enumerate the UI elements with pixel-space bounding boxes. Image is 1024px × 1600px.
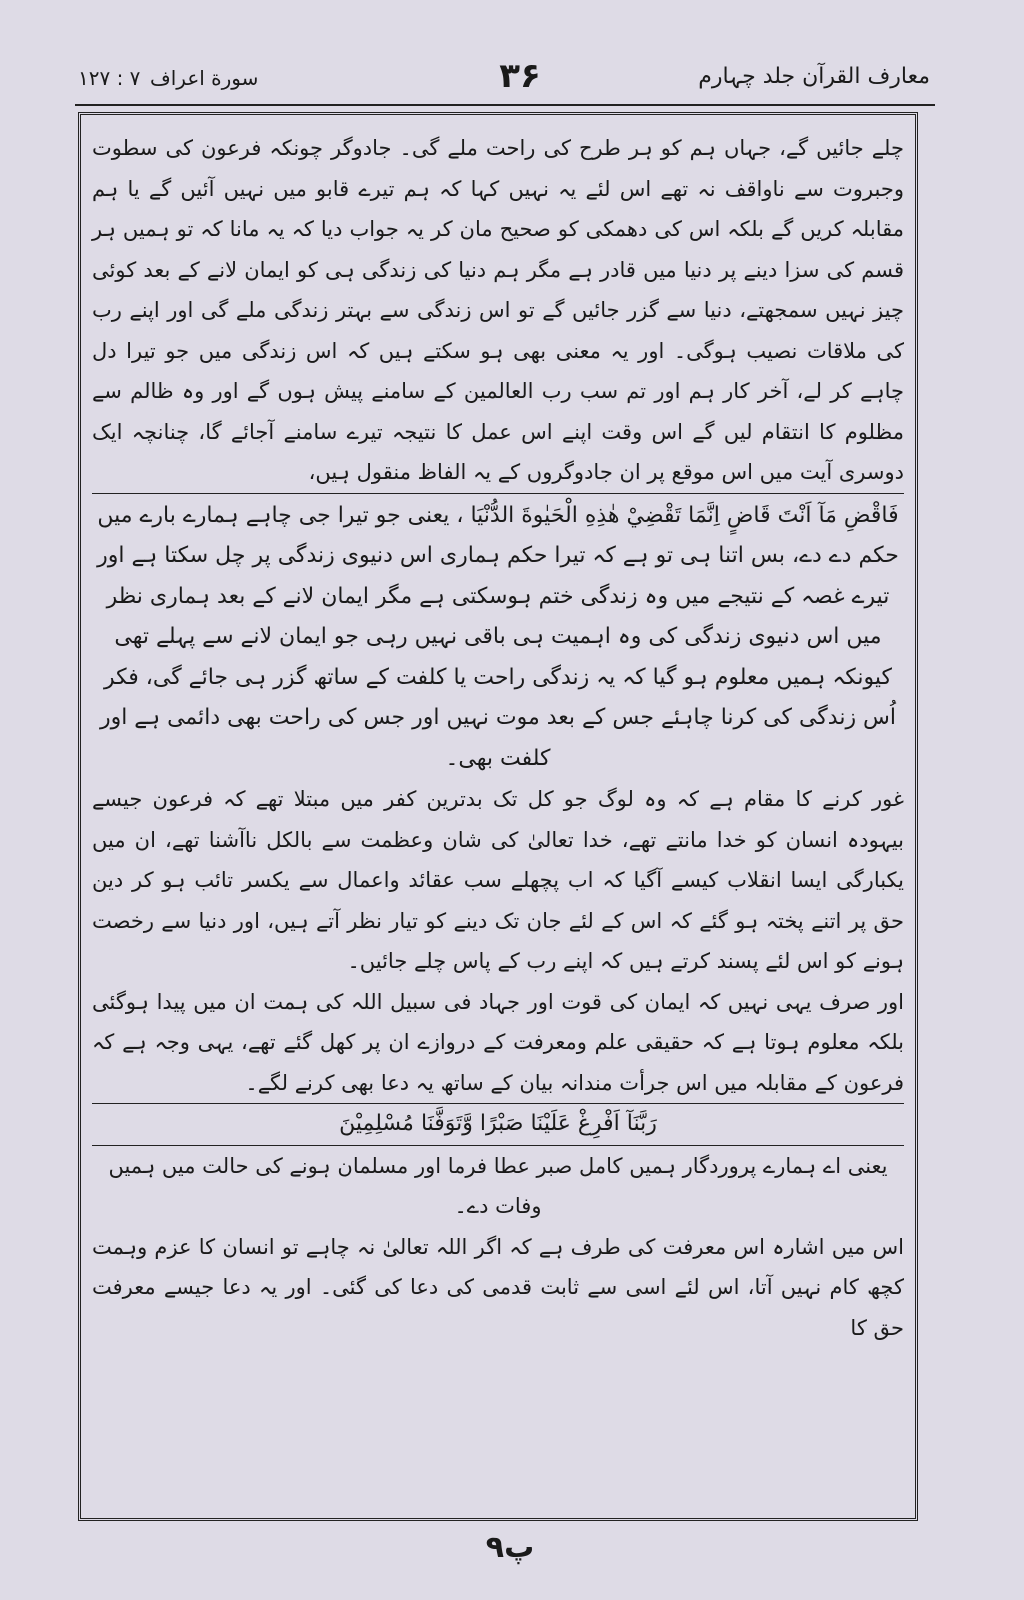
quran-verse-dua: رَبَّنَآ اَفْرِغْ عَلَيْنَا صَبْرًا وَّتَوَفَّنَا مُسْلِمِيْنَ — [92, 1103, 904, 1146]
signature-mark: ۹پ — [485, 1530, 535, 1565]
paragraph-1: چلے جائیں گے، جہاں ہم کو ہر طرح کی راحت ملے گی۔ جادوگر چونکہ فرعون کی سطوت وجبروت سے ناواقف نہ تھے اس لئے یہ نہیں کہا کہ ہم تیرے قابو میں نہیں آئیں گے یا ہم مقابلہ کریں گے بلکہ اس کی دھمکی کو صحیح مان کر یہ جواب دیا کہ یہ مانا کہ تو ہمیں ہر قسم کی سزا دینے پر دنیا میں قادر ہے مگر ہم دنیا کی زندگی ہی کو ایمان لانے کے بعد کوئی چیز نہیں سمجھتے، دنیا سے گزر جائیں گے تو اس زندگی سے بہتر زندگی ملے گی اور اپنے رب کی ملاقات نصیب ہوگی۔ اور یہ معنی بھی ہو سکتے ہیں کہ اس زندگی میں جو تیرا دل چاہے کر لے، آخر کار ہم اور تم سب رب العالمین کے سامنے پیش ہوں گے اور وہ ظالم سے مظلوم کا انتقام لیں گے اس وقت اپنے اس عمل کا نتیجہ تیرے سامنے آجائے گا، چنانچہ ایک دوسری آیت میں اس موقع پر ان جادوگروں کے یہ الفاظ منقول ہیں، — [92, 136, 904, 484]
book-title: معارف القرآن جلد چہارم — [698, 64, 930, 89]
paragraph-3: غور کرنے کا مقام ہے کہ وہ لوگ جو کل تک بدترین کفر میں مبتلا تھے کہ فرعون جیسے بیہودہ انسان کو خدا مانتے تھے، خدا تعالیٰ کی شان وعظمت سے بالکل ناآشنا تھے، ان میں یکبارگی ایسا انقلاب کیسے آگیا کہ اب پچھلے سب عقائد واعمال سے یکسر تائب ہو کر دین حق پر اتنے پختہ ہو گئے کہ اس کے لئے جان تک دینے کو تیار نظر آتے ہیں، اور دنیا سے رخصت ہونے کو اس لئے پسند کرتے ہیں کہ اپنے رب کے پاس چلے جائیں۔ — [92, 787, 904, 973]
page-number: ۳۶ — [499, 56, 541, 96]
header-rule — [75, 104, 935, 106]
body-text — [92, 128, 904, 1348]
dua-translation: یعنی اے ہمارے پروردگار ہمیں کامل صبر عطا فرما اور مسلمان ہونے کی حالت میں ہمیں وفات دے۔ — [108, 1153, 888, 1218]
paragraph-4: اور صرف یہی نہیں کہ ایمان کی قوت اور جہاد فی سبیل اللہ کی ہمت ان میں پیدا ہوگئی بلکہ معلوم ہوتا ہے کہ حقیقی علم ومعرفت کے دروازے ان پر کھل گئے تھے، یہی وجہ ہے کہ فرعون کے مقابلہ میں اس جرأت مندانہ بیان کے ساتھ یہ دعا بھی کرنے لگے۔ — [92, 989, 904, 1095]
verse-reference: ۱۲۷ : ۷ — [78, 66, 141, 90]
surah-name: سورة اعراف — [150, 66, 259, 90]
page-header — [70, 56, 930, 100]
paragraph-2-verse: فَاقْضِ مَآ اَنْتَ قَاضٍ اِنَّمَا تَقْضِيْ هٰذِهِ الْحَيٰوةَ الدُّنْيَا ، یعنی جو تیرا جی چاہے ہمارے بارے میں حکم دے دے، بس اتنا ہی تو ہے کہ تیرا حکم ہماری اس دنیوی زندگی پر چل سکتا ہے اور تیرے غصہ کے نتیجے میں وہ زندگی ختم ہوسکتی ہے مگر ایمان لانے کے بعد ہماری نظر میں اس دنیوی زندگی کی وہ اہمیت ہی باقی نہیں رہی جو ایمان لانے سے پہلے تھی کیونکہ ہمیں معلوم ہو گیا کہ یہ زندگی راحت یا کلفت کے ساتھ گزر ہی جائے گی، فکر اُس زندگی کی کرنا چاہئے جس کے بعد موت نہیں اور جس کی راحت بھی دائمی ہے اور کلفت بھی۔ — [92, 493, 904, 780]
paragraph-final: اس میں اشارہ اس معرفت کی طرف ہے کہ اگر اللہ تعالیٰ نہ چاہے تو انسان کا عزم وہمت کچھ کام نہیں آتا، اس لئے اسی سے ثابت قدمی کی دعا کی گئی۔ اور یہ دعا جیسے معرفت حق کا — [92, 1234, 904, 1340]
